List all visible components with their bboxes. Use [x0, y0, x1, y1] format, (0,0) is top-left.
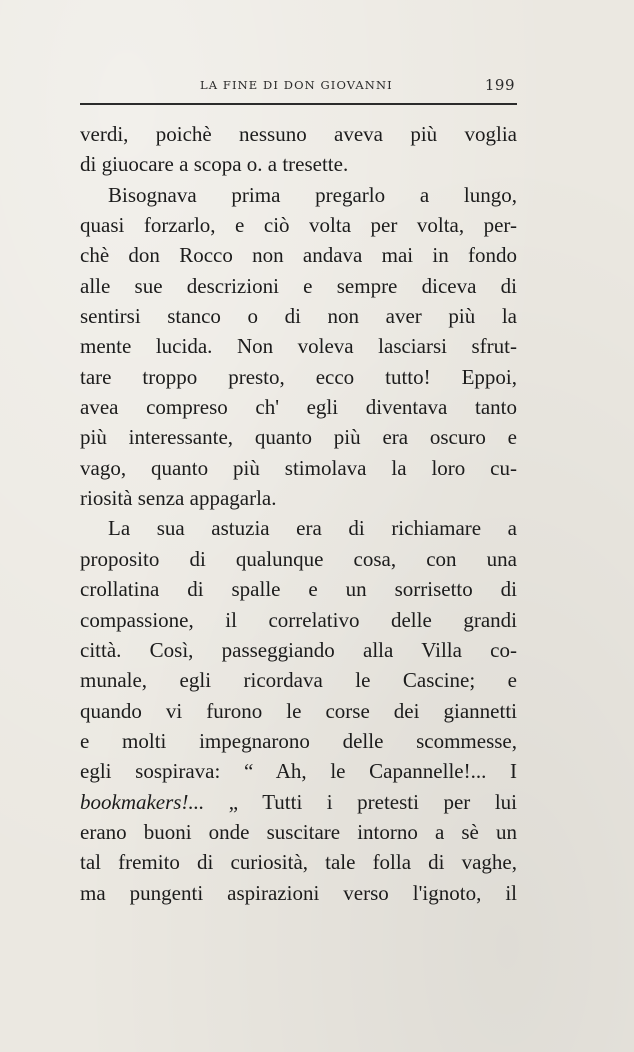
text-line: La sua astuzia era di richiamare a [108, 516, 517, 541]
text-line: proposito di qualunque cosa, con una [80, 546, 517, 571]
header-rule [80, 103, 517, 105]
text-line: vago, quanto più stimolava la loro cu- [80, 455, 517, 480]
text-line: ma pungenti aspirazioni verso l'ignoto, il [80, 880, 517, 905]
text-line: mente lucida. Non voleva lasciarsi sfrut- [80, 334, 517, 359]
text-line: verdi, poichè nessuno aveva più voglia [80, 122, 517, 146]
text-line: compassione, il correlativo delle grandi [80, 607, 517, 632]
text-line: alle sue descrizioni e sempre diceva di [80, 273, 517, 298]
text-line: quando vi furono le corse dei giannetti [80, 698, 517, 723]
text-line: quasi forzarlo, e ciò volta per volta, per- [80, 213, 517, 238]
text-line-with-italic [80, 787, 517, 817]
text-line: città. Così, passeggiando alla Villa co- [80, 637, 517, 662]
text-line: crollatina di spalle e un sorrisetto di [80, 577, 517, 602]
body-text [80, 119, 517, 908]
running-header [80, 76, 517, 96]
text-line: erano buoni onde suscitare intorno a sè un [80, 819, 517, 844]
text-line-remainder: „ Tutti i pretesti per lui [204, 789, 517, 814]
page-number: 199 [484, 76, 515, 94]
text-line: sentirsi stanco o di non aver più la [80, 304, 517, 329]
text-line: egli sospirava: “ Ah, le Capannelle!... I [80, 759, 517, 784]
text-line: munale, egli ricordava le Cascine; e [80, 668, 517, 693]
italic-phrase: bookmakers!... [80, 789, 205, 814]
running-title: LA FINE DI DON GIOVANNI [200, 78, 393, 92]
text-line: chè don Rocco non andava mai in fondo [80, 243, 517, 268]
text-line: più interessante, quanto più era oscuro e [80, 425, 517, 450]
text-line: tal fremito di curiosità, tale folla di vaghe, [80, 850, 517, 875]
text-line: riosità senza appagarla. [80, 486, 277, 511]
text-line: e molti impegnarono delle scommesse, [80, 728, 517, 753]
text-line: di giuocare a scopa o. a tresette. [80, 152, 349, 177]
text-line: Bisognava prima pregarlo a lungo, [108, 182, 517, 207]
text-line: tare troppo presto, ecco tutto! Eppoi, [80, 364, 517, 389]
text-line: avea compreso ch' egli diventava tanto [80, 395, 517, 420]
